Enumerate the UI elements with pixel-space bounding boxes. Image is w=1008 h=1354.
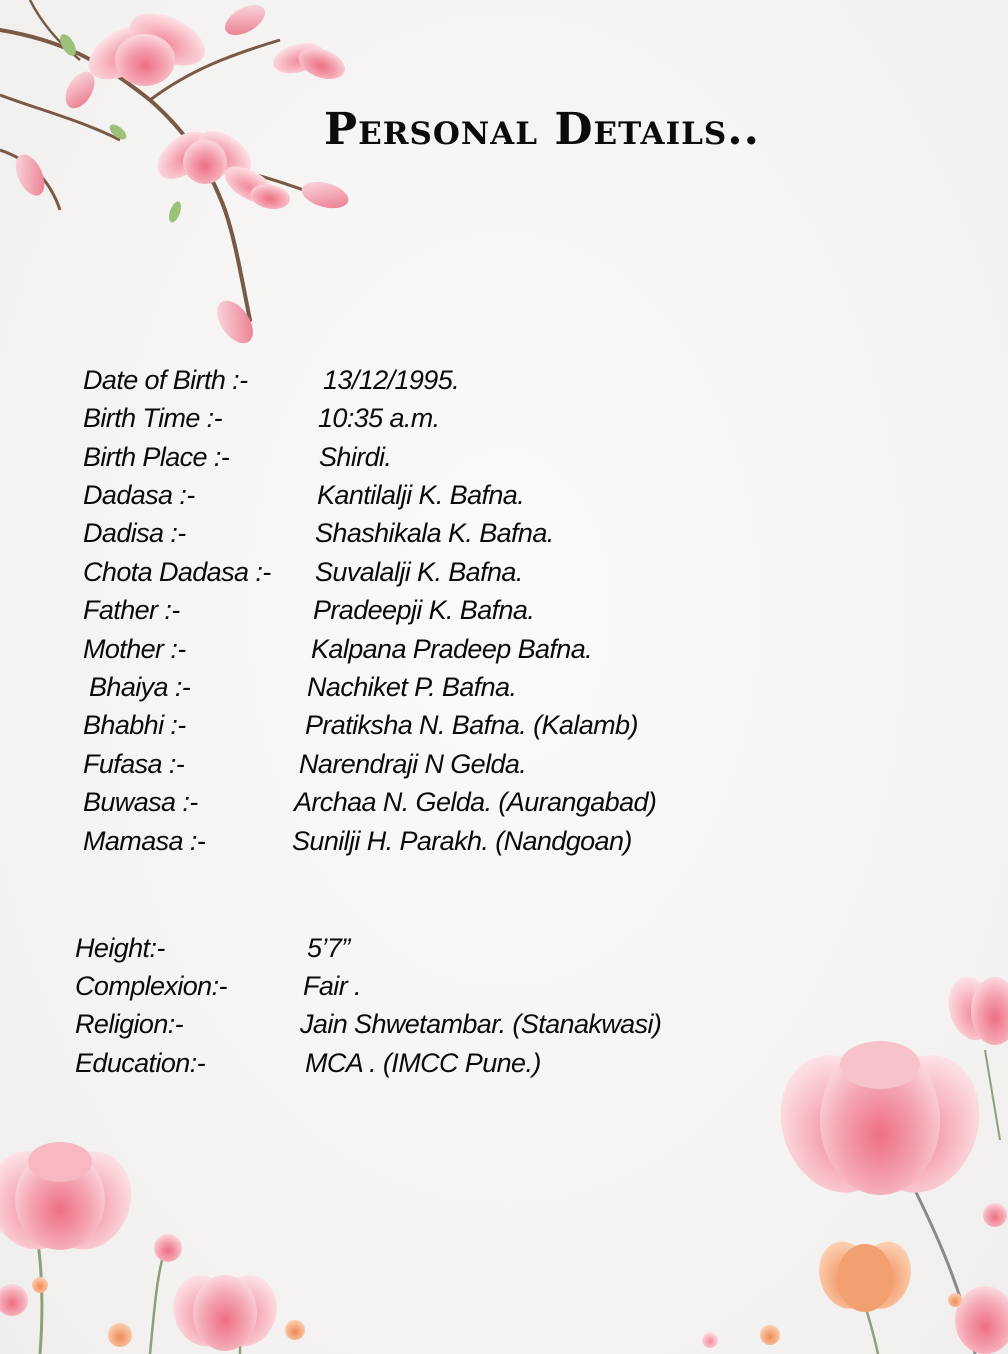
attribute-label: Education:-: [75, 1048, 205, 1078]
detail-label: Buwasa :-: [83, 787, 198, 817]
detail-label: Bhabhi :-: [83, 710, 186, 740]
page-title: Personal Details..: [324, 104, 760, 155]
bottom-left-flowers: [0, 1139, 305, 1354]
attribute-value: Fair .: [303, 971, 361, 1001]
detail-value: Archaa N. Gelda. (Aurangabad): [294, 787, 657, 817]
attribute-label: Height:-: [75, 933, 165, 963]
detail-value: Shashikala K. Bafna.: [315, 518, 554, 548]
top-left-blossom-branch: [0, 0, 351, 350]
detail-label: Chota Dadasa :-: [83, 557, 271, 587]
detail-value: Narendraji N Gelda.: [299, 749, 527, 779]
detail-value: Nachiket P. Bafna.: [307, 672, 517, 702]
detail-label: Dadisa :-: [83, 518, 186, 548]
detail-label: Mother :-: [83, 634, 186, 664]
detail-label: Mamasa :-: [83, 826, 206, 856]
detail-label: Birth Place :-: [83, 442, 230, 472]
detail-label: Father :-: [83, 595, 180, 625]
detail-label: Bhaiya :-: [89, 672, 191, 702]
detail-label: Date of Birth :-: [83, 365, 248, 395]
detail-value: 13/12/1995.: [323, 365, 460, 395]
attribute-value: MCA . (IMCC Pune.): [305, 1048, 541, 1078]
detail-value: Kalpana Pradeep Bafna.: [311, 634, 593, 664]
attribute-label: Complexion:-: [75, 971, 227, 1001]
detail-label: Birth Time :-: [83, 403, 222, 433]
attribute-value: 5’7”: [307, 933, 350, 963]
attribute-value: Jain Shwetambar. (Stanakwasi): [300, 1009, 662, 1039]
detail-value: Suvalalji K. Bafna.: [315, 557, 523, 587]
detail-value: Pradeepji K. Bafna.: [313, 595, 535, 625]
detail-value: Sunilji H. Parakh. (Nandgoan): [292, 826, 632, 856]
detail-value: Pratiksha N. Bafna. (Kalamb): [305, 710, 638, 740]
detail-value: Shirdi.: [319, 442, 392, 472]
detail-label: Dadasa :-: [83, 480, 195, 510]
detail-value: Kantilalji K. Bafna.: [317, 480, 525, 510]
bottom-right-flowers: [702, 972, 1008, 1354]
detail-label: Fufasa :-: [83, 749, 185, 779]
attribute-label: Religion:-: [75, 1009, 184, 1039]
detail-value: 10:35 a.m.: [318, 403, 440, 433]
